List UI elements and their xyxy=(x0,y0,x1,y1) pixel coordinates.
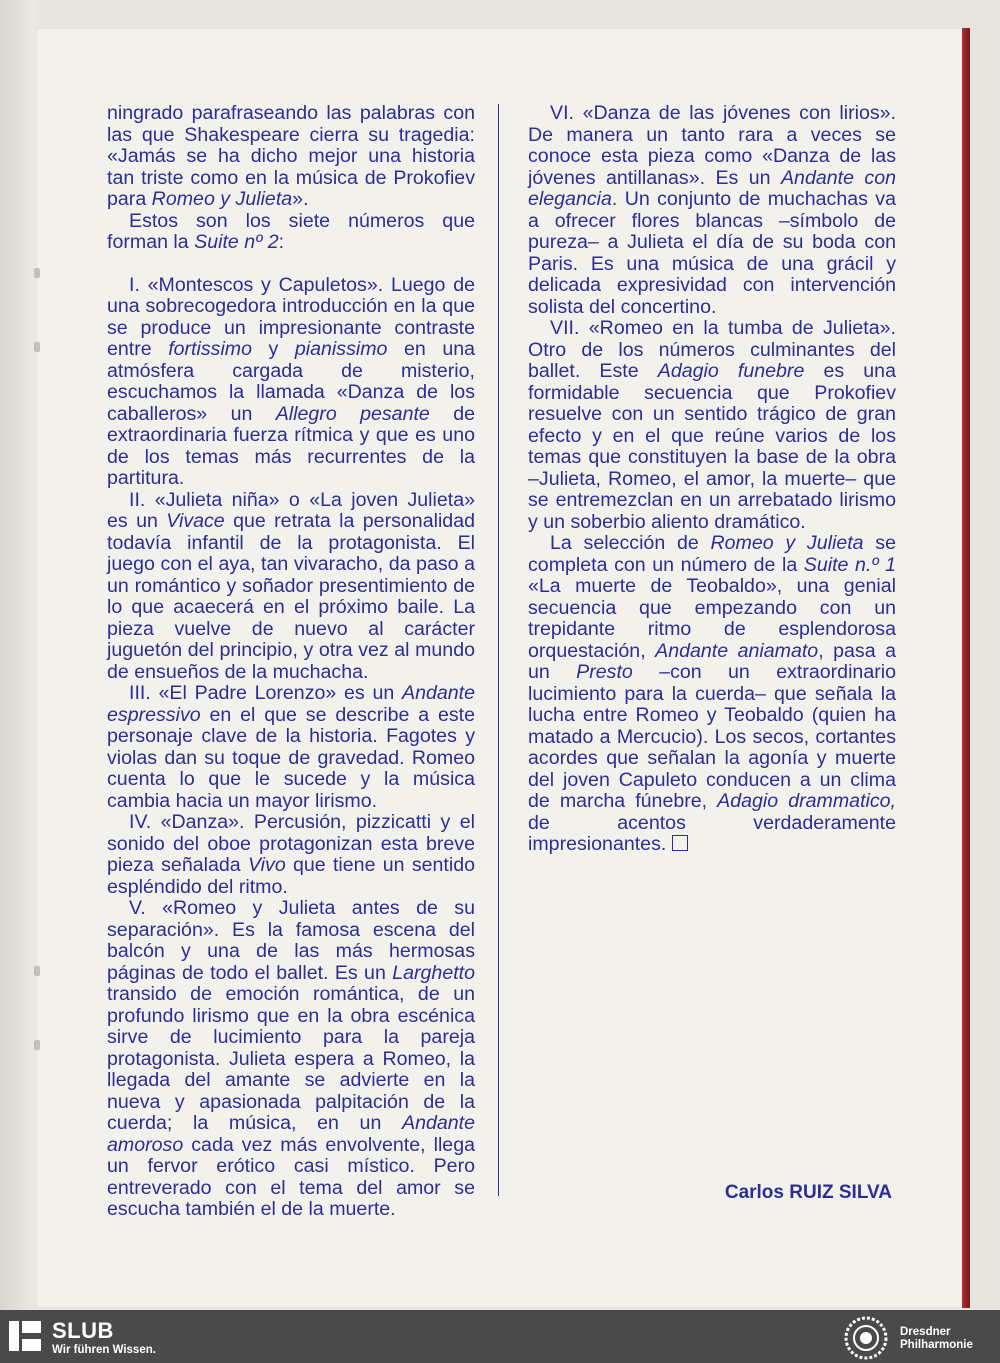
text-run: III. «El Padre Lorenzo» es un xyxy=(129,682,402,704)
footer-bar xyxy=(0,1310,1000,1363)
text-run: , pasa a un xyxy=(528,639,897,683)
text-run: de extraordinaria fuerza rítmica y que es uno de los temas más recurrentes de la partitura. xyxy=(107,402,475,489)
italic-term: fortissimo xyxy=(168,338,253,360)
text-run: y xyxy=(252,338,295,360)
author-signature: Carlos RUIZ SILVA xyxy=(724,1182,892,1203)
italic-term: Allegro pesante xyxy=(275,402,430,425)
italic-term: Romeo y Julieta xyxy=(710,532,864,554)
philharmonie-line-1: Dresdner xyxy=(900,1326,951,1338)
italic-term: Andante con eleganci​a xyxy=(528,166,896,210)
text-run: Estos son los siete números que forman la xyxy=(107,209,475,253)
slub-name: SLUB xyxy=(52,1318,114,1343)
text-run: V. «Romeo y Julieta antes de su separación». Es la famosa escena del balcón y una de las más hermosas páginas de todo el ballet. Es un xyxy=(107,897,475,984)
italic-term: Andante espressivo xyxy=(107,682,475,726)
text-run: . Un conjunto de muchachas va a ofrecer flores blancas –símbolo de pureza– a Julieta el día de su boda con Paris. Es una música de una grácil y delicada expresividad con intervención solista del concertino. xyxy=(528,188,896,318)
staple-mark xyxy=(34,966,40,976)
paragraph xyxy=(107,103,475,211)
paragraph xyxy=(107,683,475,812)
slub-tagline: Wir führen Wissen. xyxy=(52,1344,156,1356)
italic-term: Adagio drammatico, xyxy=(717,790,897,812)
italic-term: Andante aniamato xyxy=(655,639,819,662)
philharmonie-name xyxy=(900,1326,973,1352)
text-run: La selección de xyxy=(550,532,711,554)
text-run: VI. «Danza de las jóvenes con lirios». De manera un tanto rara a veces se conoce esta pieza como «Danza de las jóvenes antillanas». Es un xyxy=(528,102,896,189)
cover-edge xyxy=(962,28,970,1308)
italic-term: Romeo y Julieta xyxy=(151,188,293,210)
previous-page-edge xyxy=(0,0,36,1310)
paragraph xyxy=(107,211,475,254)
text-run: ningrado parafraseando las palabras con las que Shakespeare cierra su tragedia: «Jamás se ha dicho mejor una historia tan triste como en la música de Prokofiev para xyxy=(107,102,475,210)
philharmonie-line-2: Philharmonie xyxy=(900,1339,973,1351)
text-run: en el que se describe a este personaje clave de la historia. Fagotes y violas dan su toque de gravedad. Romeo cuenta lo que le sucede y la música cambia hacia un mayor lirismo. xyxy=(107,703,475,812)
slub-logo-icon xyxy=(9,1321,41,1351)
italic-term: Vivace xyxy=(166,510,225,532)
text-run: II. «Julieta niña» o «La joven Julieta» es un xyxy=(107,488,475,532)
staple-mark xyxy=(34,1040,40,1050)
left-text-column xyxy=(107,103,475,1221)
paragraph xyxy=(528,318,896,533)
paragraph xyxy=(528,103,896,318)
text-run: que retrata la personalidad todavía infantil de la protagonista. El juego con el aya, tan vivaracho, da paso a un romántico y soñador presentimiento de lo que acaecerá en el próximo baile. La pieza vuelve de nuevo al carácter juguetón del principio, y otra vez al mundo de ensueños de la muchacha. xyxy=(107,510,475,683)
italic-term: Larghetto xyxy=(392,961,475,984)
text-run: «La muerte de Teobaldo», una genial secuencia que empezando con un trepidante ritmo de esplendorosa orquestación, xyxy=(528,575,896,662)
italic-term: Vivo xyxy=(247,854,286,876)
text-run: de acentos verdaderamente impresionantes. xyxy=(528,811,896,855)
text-run: transido de emoción romántica, de un profundo lirismo que en la obra escénica sirve de lucimiento para la pareja protagonista. Julieta espera a Romeo, la llegada del amante se advierte en la nueva y apasionada palpitación de la cuerda; la música, en un xyxy=(107,983,475,1134)
italic-term: pianissimo xyxy=(294,338,388,360)
italic-term: Presto xyxy=(576,661,633,683)
text-run: que tiene un sentido espléndido del ritmo. xyxy=(107,854,476,898)
paragraph xyxy=(107,490,475,684)
text-run: IV. «Danza». Percusión, pizzicatti y el sonido del oboe protagonizan esta breve pieza señalada xyxy=(107,811,475,876)
text-run: es una formidable secuencia que Prokofiev resuelve con un sentido trágico de gran efecto y en el que reúne varios de los temas que constituyen la base de la obra –Julieta, Romeo, el amor, la muerte– que se entremezclan en un arrebatado lirismo y un soberbio aliento dramático. xyxy=(528,360,896,533)
paragraph xyxy=(107,275,475,490)
text-run: en una atmósfera cargada de misterio, escuchamos la llamada «Danza de los caballeros» un xyxy=(107,338,476,425)
end-mark-icon xyxy=(672,835,688,851)
paragraph xyxy=(107,898,475,1221)
italic-term: Suite nº 2 xyxy=(194,231,279,253)
text-run: I. «Montescos y Capuletos». Luego de una sobrecogedora introducción en la que se produce un impresionante contraste entre xyxy=(107,273,475,360)
text-run: VII. «Romeo en la tumba de Julieta». Otro de los números culminantes del ballet. Este xyxy=(528,317,896,382)
italic-term: Andante amoroso xyxy=(107,1112,475,1156)
staple-mark xyxy=(34,268,40,278)
text-run: se completa con un número de la xyxy=(528,532,896,576)
text-run: cada vez más envolvente, llega un fervor erótico casi místico. Pero entreverado con el tema del amor se escucha también el de la muerte. xyxy=(107,1133,475,1220)
italic-term: Adagio funebre xyxy=(657,360,805,382)
staple-mark xyxy=(34,342,40,352)
text-run: –con un extraordinario lucimiento para la cuerda– que señala la lucha entre Romeo y Teobaldo (quien ha matado a Mercucio). Los secos, cortantes acordes que señalan la agonía y muerte del joven Capuleto conducen a un clima de marcha fúnebre, xyxy=(528,661,896,812)
column-divider xyxy=(498,104,499,1196)
text-run: : xyxy=(278,231,285,253)
italic-term: Suite n.º 1 xyxy=(803,553,896,576)
philharmonie-logo-icon xyxy=(844,1316,888,1360)
right-text-column xyxy=(528,103,896,856)
text-run: ». xyxy=(292,188,309,210)
paragraph xyxy=(528,533,896,856)
paragraph xyxy=(107,812,475,898)
